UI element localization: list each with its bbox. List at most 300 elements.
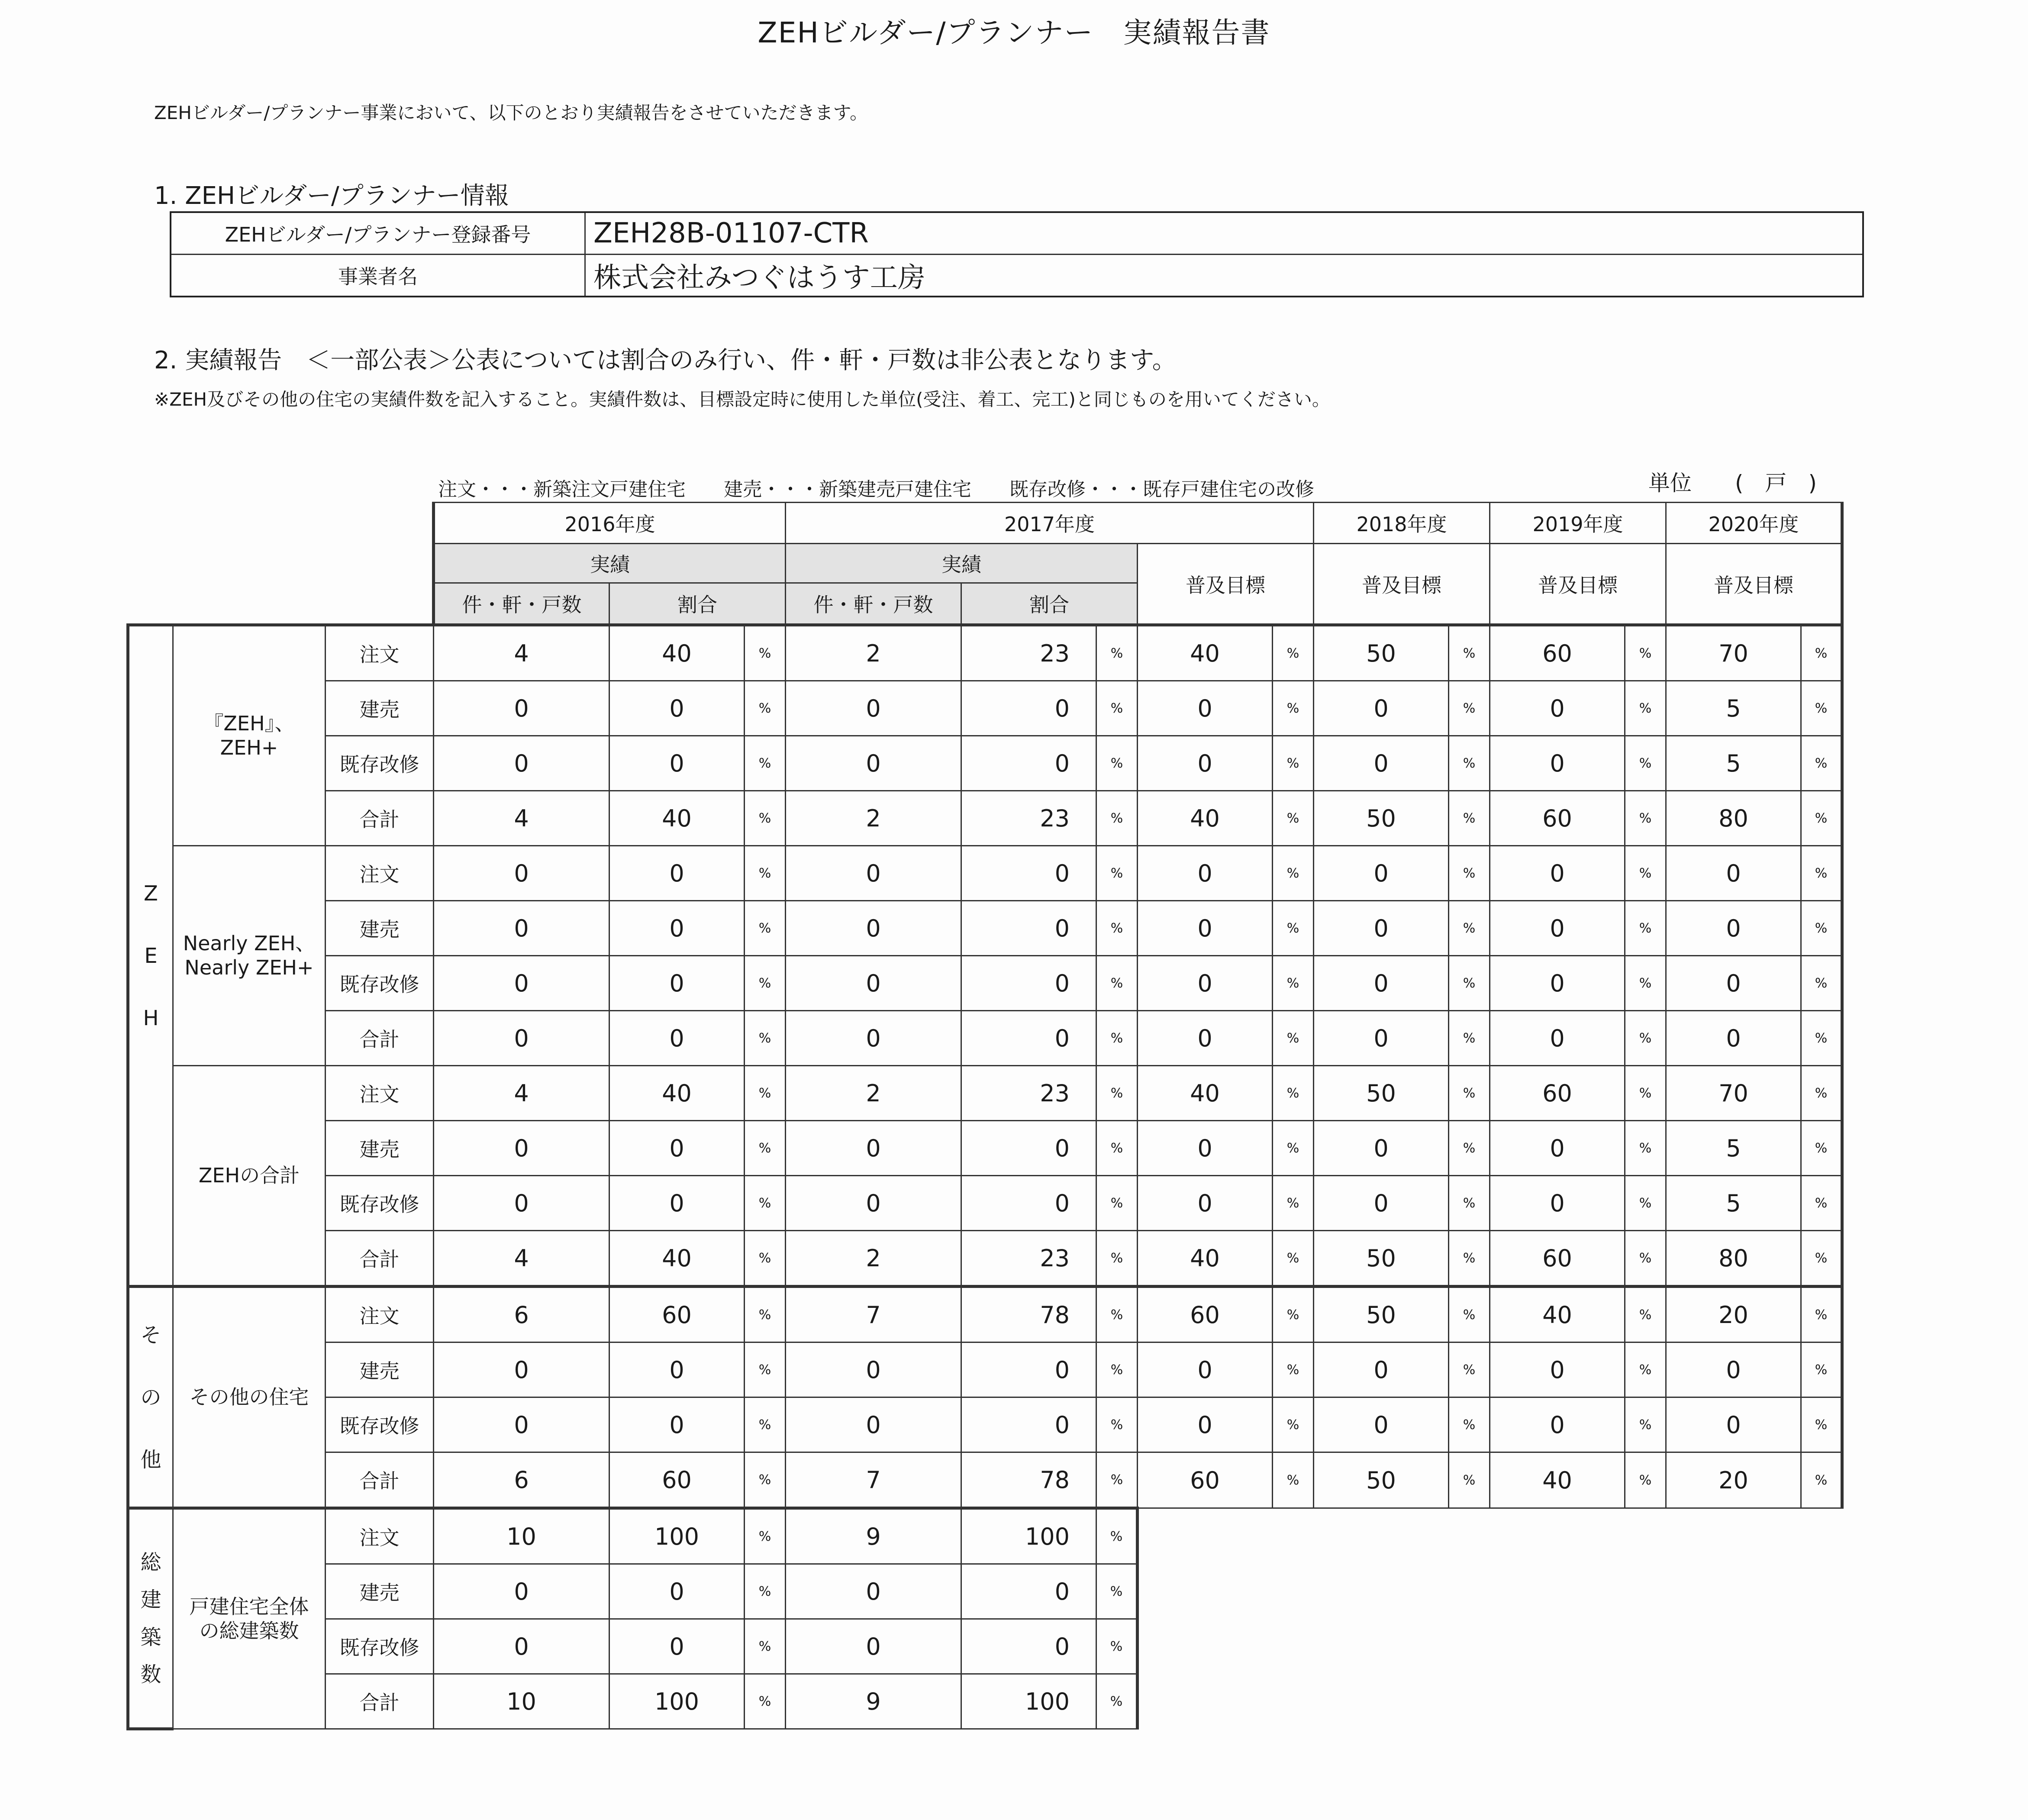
percent-sign: % [1273,1287,1314,1342]
ratio-2016: 100 [609,1508,745,1564]
count-2017: 0 [786,1342,961,1397]
ratio-2017: 23 [961,791,1096,846]
percent-sign: % [745,846,786,901]
percent-sign: % [1273,1011,1314,1066]
count-2016: 10 [434,1508,609,1564]
target-t17: 0 [1138,681,1273,736]
type-label: 注文 [326,625,434,681]
count-2017-header: 件・軒・戸数 [786,583,961,625]
company-name-label: 事業者名 [171,255,585,297]
ratio-2017: 78 [961,1287,1096,1342]
ratio-2017: 0 [961,1564,1096,1619]
count-2017: 0 [786,1397,961,1452]
target-t19: 40 [1490,1452,1625,1508]
data-row [128,1674,1842,1729]
group-label: そ の 他 [128,1287,173,1508]
ratio-2017: 23 [961,1231,1096,1287]
data-row [128,1121,1842,1176]
target-t17: 40 [1138,791,1273,846]
percent-sign: % [1449,625,1490,681]
percent-sign: % [1449,1066,1490,1121]
target-t20: 70 [1666,625,1801,681]
percent-sign: % [1096,1674,1138,1729]
ratio-2017: 0 [961,681,1096,736]
ratio-2016: 40 [609,1231,745,1287]
count-2016: 0 [434,681,609,736]
percent-sign: % [745,1508,786,1564]
target-t17: 40 [1138,1231,1273,1287]
target-t18: 0 [1314,1176,1449,1231]
percent-sign: % [1801,1287,1842,1342]
percent-sign: % [1449,1287,1490,1342]
target-t18: 0 [1314,736,1449,791]
ratio-2016: 0 [609,1342,745,1397]
year-2020-header: 2020年度 [1666,503,1842,544]
percent-sign: % [1273,736,1314,791]
target-t18: 0 [1314,846,1449,901]
year-2017-header: 2017年度 [786,503,1314,544]
percent-sign: % [1096,1397,1138,1452]
count-2016: 4 [434,1066,609,1121]
count-2016: 0 [434,1121,609,1176]
percent-sign: % [1801,1452,1842,1508]
ratio-2017: 0 [961,1176,1096,1231]
count-2016-header: 件・軒・戸数 [434,583,609,625]
count-2017: 0 [786,681,961,736]
percent-sign: % [1449,1342,1490,1397]
ratio-2016: 60 [609,1287,745,1342]
data-row [128,1564,1842,1619]
company-name-value: 株式会社みつぐはうす工房 [585,255,1864,297]
data-row [128,791,1842,846]
data-row [128,1397,1842,1452]
count-2017: 0 [786,956,961,1011]
percent-sign: % [1625,901,1666,956]
target-t19: 60 [1490,625,1625,681]
count-2017: 0 [786,1176,961,1231]
target-t17: 0 [1138,1176,1273,1231]
data-row [128,846,1842,901]
count-2016: 6 [434,1287,609,1342]
type-label: 建売 [326,1342,434,1397]
ratio-2017: 100 [961,1508,1096,1564]
percent-sign: % [1625,1176,1666,1231]
count-2017: 2 [786,1231,961,1287]
percent-sign: % [1273,1121,1314,1176]
target-t19: 0 [1490,1342,1625,1397]
percent-sign: % [1096,1231,1138,1287]
percent-sign: % [745,1176,786,1231]
ratio-2017: 0 [961,901,1096,956]
type-label: 合計 [326,1674,434,1729]
percent-sign: % [745,681,786,736]
count-2017: 0 [786,901,961,956]
count-2016: 0 [434,901,609,956]
percent-sign: % [1625,846,1666,901]
ratio-2017: 0 [961,1342,1096,1397]
data-row [128,625,1842,681]
count-2017: 0 [786,1564,961,1619]
percent-sign: % [745,625,786,681]
target-t20: 5 [1666,1176,1801,1231]
target-t19: 0 [1490,736,1625,791]
percent-sign: % [745,1121,786,1176]
unit-value: 戸 [1765,471,1787,496]
percent-sign: % [1625,791,1666,846]
percent-sign: % [1096,901,1138,956]
percent-sign: % [1449,736,1490,791]
data-row [128,956,1842,1011]
percent-sign: % [1273,1176,1314,1231]
target-t20: 5 [1666,736,1801,791]
ratio-2017: 0 [961,1619,1096,1674]
target-2017-header: 普及目標 [1138,544,1314,625]
empty-area [1138,1619,1842,1674]
target-t20: 0 [1666,1011,1801,1066]
percent-sign: % [1273,846,1314,901]
builder-info-table [170,211,1864,297]
target-t20: 0 [1666,1342,1801,1397]
data-row [128,1231,1842,1287]
percent-sign: % [1801,1397,1842,1452]
count-2016: 6 [434,1452,609,1508]
count-2016: 0 [434,736,609,791]
count-2017: 0 [786,1619,961,1674]
count-2017: 2 [786,625,961,681]
registration-number-label: ZEHビルダー/プランナー登録番号 [171,212,585,255]
count-2017: 0 [786,846,961,901]
count-2016: 0 [434,956,609,1011]
percent-sign: % [1801,1066,1842,1121]
target-t17: 40 [1138,1066,1273,1121]
percent-sign: % [1096,956,1138,1011]
ratio-2017: 100 [961,1674,1096,1729]
percent-sign: % [1273,625,1314,681]
percent-sign: % [1096,1342,1138,1397]
percent-sign: % [745,901,786,956]
count-2017: 2 [786,1066,961,1121]
percent-sign: % [745,1231,786,1287]
data-row [128,1342,1842,1397]
target-t19: 0 [1490,1011,1625,1066]
count-2016: 0 [434,1342,609,1397]
target-t17: 0 [1138,1011,1273,1066]
target-t18: 0 [1314,1121,1449,1176]
percent-sign: % [1625,956,1666,1011]
count-2017: 0 [786,736,961,791]
percent-sign: % [1625,681,1666,736]
percent-sign: % [1801,1176,1842,1231]
percent-sign: % [1801,1342,1842,1397]
target-2020-header: 普及目標 [1666,544,1842,625]
percent-sign: % [1273,1231,1314,1287]
percent-sign: % [1801,625,1842,681]
target-t17: 0 [1138,1342,1273,1397]
target-t19: 0 [1490,1176,1625,1231]
ratio-2016: 0 [609,901,745,956]
ratio-2016: 0 [609,1011,745,1066]
type-label: 建売 [326,1564,434,1619]
percent-sign: % [745,1619,786,1674]
percent-sign: % [1625,1231,1666,1287]
count-2016: 0 [434,1011,609,1066]
subgroup-label: 『ZEH』、 ZEH+ [173,625,326,846]
percent-sign: % [1801,1011,1842,1066]
percent-sign: % [745,1674,786,1729]
type-legend: 注文・・・新築注文戸建住宅 建売・・・新築建売戸建住宅 既存改修・・・既存戸建住宅の改修 [438,478,1314,500]
target-t20: 0 [1666,956,1801,1011]
section1-heading: 1. ZEHビルダー/プランナー情報 [154,182,509,210]
type-label: 既存改修 [326,1397,434,1452]
ratio-2016-header: 割合 [609,583,786,625]
percent-sign: % [1096,1564,1138,1619]
target-t20: 5 [1666,681,1801,736]
target-2019-header: 普及目標 [1490,544,1666,625]
percent-sign: % [1801,1231,1842,1287]
target-t18: 0 [1314,1342,1449,1397]
percent-sign: % [1449,846,1490,901]
registration-number-value: ZEH28B-01107-CTR [585,212,1864,255]
percent-sign: % [1625,1397,1666,1452]
ratio-2016: 0 [609,1121,745,1176]
count-2016: 4 [434,791,609,846]
target-t20: 0 [1666,846,1801,901]
type-label: 注文 [326,846,434,901]
data-row [128,1011,1842,1066]
target-t17: 60 [1138,1287,1273,1342]
count-2016: 4 [434,625,609,681]
target-t20: 20 [1666,1287,1801,1342]
ratio-2017: 78 [961,1452,1096,1508]
percent-sign: % [1273,1397,1314,1452]
percent-sign: % [745,1564,786,1619]
percent-sign: % [1801,681,1842,736]
type-label: 注文 [326,1508,434,1564]
percent-sign: % [1273,1452,1314,1508]
percent-sign: % [1273,956,1314,1011]
unit-indicator: 単位 ( 戸 ) [1648,471,1817,496]
section2-note: ※ZEH及びその他の住宅の実績件数を記入すること。実績件数は、目標設定時に使用した単位(受注、着工、完工)と同じものを用いてください。 [154,389,1330,410]
ratio-2017: 0 [961,1011,1096,1066]
percent-sign: % [1449,1397,1490,1452]
ratio-2016: 100 [609,1674,745,1729]
type-label: 既存改修 [326,1619,434,1674]
target-t17: 0 [1138,736,1273,791]
percent-sign: % [1449,1176,1490,1231]
ratio-2017-header: 割合 [961,583,1138,625]
percent-sign: % [745,1452,786,1508]
data-row [128,1508,1842,1564]
percent-sign: % [1625,1121,1666,1176]
percent-sign: % [745,736,786,791]
target-t17: 0 [1138,846,1273,901]
type-label: 既存改修 [326,1176,434,1231]
header-row-years [128,503,1842,544]
target-t19: 40 [1490,1287,1625,1342]
target-t18: 50 [1314,1231,1449,1287]
percent-sign: % [1096,846,1138,901]
percent-sign: % [1096,1121,1138,1176]
percent-sign: % [1096,1452,1138,1508]
target-t17: 0 [1138,1397,1273,1452]
target-t20: 80 [1666,791,1801,846]
count-2017: 7 [786,1452,961,1508]
data-row [128,1619,1842,1674]
target-t20: 80 [1666,1231,1801,1287]
intro-text: ZEHビルダー/プランナー事業において、以下のとおり実績報告をさせていただきます。 [154,102,868,123]
type-label: 既存改修 [326,736,434,791]
target-t18: 50 [1314,1452,1449,1508]
percent-sign: % [1449,791,1490,846]
percent-sign: % [1449,681,1490,736]
percent-sign: % [1273,1342,1314,1397]
percent-sign: % [1449,956,1490,1011]
type-label: 合計 [326,1452,434,1508]
document-title: ZEHビルダー/プランナー 実績報告書 [758,16,1270,49]
count-2016: 0 [434,846,609,901]
subgroup-label: その他の住宅 [173,1287,326,1508]
percent-sign: % [1096,681,1138,736]
percent-sign: % [745,1287,786,1342]
percent-sign: % [1096,1011,1138,1066]
target-t20: 20 [1666,1452,1801,1508]
percent-sign: % [1625,1011,1666,1066]
ratio-2017: 0 [961,736,1096,791]
count-2017: 9 [786,1674,961,1729]
percent-sign: % [1273,1066,1314,1121]
target-t20: 0 [1666,901,1801,956]
count-2016: 4 [434,1231,609,1287]
target-t20: 0 [1666,1397,1801,1452]
type-label: 既存改修 [326,956,434,1011]
ratio-2016: 0 [609,681,745,736]
percent-sign: % [1096,1176,1138,1231]
ratio-2016: 0 [609,846,745,901]
percent-sign: % [1449,1452,1490,1508]
type-label: 合計 [326,1011,434,1066]
percent-sign: % [1449,1121,1490,1176]
percent-sign: % [745,1011,786,1066]
ratio-2016: 0 [609,1619,745,1674]
percent-sign: % [1273,901,1314,956]
target-t19: 0 [1490,1397,1625,1452]
target-t18: 50 [1314,625,1449,681]
count-2017: 2 [786,791,961,846]
ratio-2017: 0 [961,956,1096,1011]
target-t19: 60 [1490,1231,1625,1287]
percent-sign: % [1801,791,1842,846]
ratio-2016: 0 [609,736,745,791]
percent-sign: % [745,1342,786,1397]
target-t17: 0 [1138,956,1273,1011]
target-t18: 0 [1314,956,1449,1011]
percent-sign: % [745,956,786,1011]
ratio-2016: 0 [609,1397,745,1452]
percent-sign: % [1096,1619,1138,1674]
percent-sign: % [1096,1287,1138,1342]
ratio-2017: 23 [961,1066,1096,1121]
year-2018-header: 2018年度 [1314,503,1490,544]
ratio-2017: 0 [961,1121,1096,1176]
count-2017: 7 [786,1287,961,1342]
ratio-2016: 40 [609,1066,745,1121]
empty-area [1138,1508,1842,1564]
ratio-2016: 0 [609,1564,745,1619]
target-t19: 0 [1490,846,1625,901]
percent-sign: % [1801,846,1842,901]
year-2016-header: 2016年度 [434,503,786,544]
data-row [128,901,1842,956]
percent-sign: % [745,791,786,846]
type-label: 建売 [326,901,434,956]
type-label: 注文 [326,1287,434,1342]
target-t17: 0 [1138,1121,1273,1176]
type-label: 合計 [326,1231,434,1287]
target-t20: 70 [1666,1066,1801,1121]
percent-sign: % [1096,625,1138,681]
target-2018-header: 普及目標 [1314,544,1490,625]
ratio-2016: 40 [609,625,745,681]
percent-sign: % [1096,736,1138,791]
data-row [128,681,1842,736]
count-2016: 0 [434,1176,609,1231]
percent-sign: % [1449,901,1490,956]
ratio-2017: 0 [961,1397,1096,1452]
subgroup-label: 戸建住宅全体 の総建築数 [173,1508,326,1729]
target-t19: 0 [1490,1121,1625,1176]
actual-2016-header: 実績 [434,544,786,583]
percent-sign: % [745,1397,786,1452]
percent-sign: % [1096,1508,1138,1564]
target-t18: 50 [1314,1287,1449,1342]
count-2016: 10 [434,1674,609,1729]
target-t19: 0 [1490,901,1625,956]
count-2016: 0 [434,1619,609,1674]
percent-sign: % [1625,625,1666,681]
ratio-2016: 0 [609,956,745,1011]
percent-sign: % [1625,1452,1666,1508]
type-label: 注文 [326,1066,434,1121]
count-2017: 0 [786,1121,961,1176]
data-row [128,1176,1842,1231]
target-t19: 60 [1490,791,1625,846]
percent-sign: % [1273,681,1314,736]
data-row [128,736,1842,791]
type-label: 合計 [326,791,434,846]
target-t17: 60 [1138,1452,1273,1508]
type-label: 建売 [326,681,434,736]
empty-area [1138,1564,1842,1619]
target-t20: 5 [1666,1121,1801,1176]
target-t18: 0 [1314,681,1449,736]
percent-sign: % [1625,736,1666,791]
target-t18: 0 [1314,1011,1449,1066]
percent-sign: % [1625,1287,1666,1342]
target-t19: 0 [1490,681,1625,736]
section2-heading: 2. 実績報告 ＜一部公表＞公表については割合のみ行い、件・軒・戸数は非公表となります。 [154,346,1177,374]
percent-sign: % [1801,736,1842,791]
unit-label: 単位 [1648,471,1692,496]
target-t18: 0 [1314,1397,1449,1452]
percent-sign: % [1096,791,1138,846]
count-2017: 0 [786,1011,961,1066]
info-row-registration [171,212,1863,255]
percent-sign: % [1273,791,1314,846]
data-row [128,1452,1842,1508]
percent-sign: % [1801,1121,1842,1176]
ratio-2017: 0 [961,846,1096,901]
subgroup-label: ZEHの合計 [173,1066,326,1287]
